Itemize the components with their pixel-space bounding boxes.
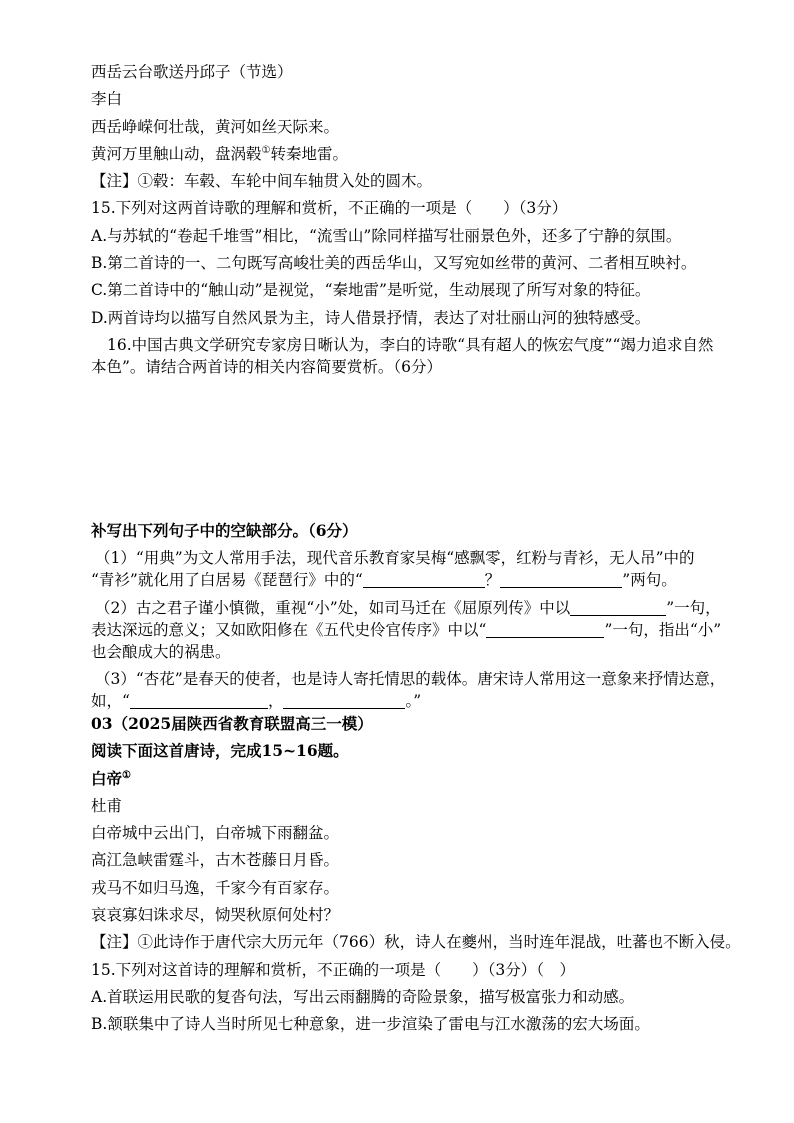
fill-in-text: ”一句，指出“小” <box>604 620 722 639</box>
fill-in-text: 表达深远的意义；又如欧阳修在《五代史伶官传序》中以“ <box>91 620 487 639</box>
dufu-poem-section <box>91 713 771 1041</box>
fill-in-heading: 补写出下列句子中的空缺部分。（6分） <box>91 521 358 540</box>
question-15-option-c: C.第二首诗中的“触山动”是视觉，“秦地雷”是听觉，生动展现了所写对象的特征。 <box>91 281 651 300</box>
answer-blank <box>570 601 666 616</box>
fill-in-item-line <box>91 569 771 591</box>
fill-in-item-line <box>91 690 771 712</box>
poem-line: 西岳峥嵘何壮哉，黄河如丝天际来。 <box>91 117 340 136</box>
poem-line-text: 黄河万里触山动，盘涡毂 <box>91 144 262 163</box>
fill-in-item-line <box>91 597 771 619</box>
answer-blank <box>130 694 268 709</box>
question-15-option-a: A.首联运用民歌的复沓句法，写出云雨翻腾的奇险景象，描写极富张力和动感。 <box>91 987 635 1006</box>
poem-line-text: 转秦地雷。 <box>270 144 348 163</box>
poem-note: 【注】①毂：车毂、车轮中间车轴贯入处的圆木。 <box>91 172 433 191</box>
answer-blank <box>486 623 604 638</box>
fill-in-item-line: （3）“杏花”是春天的使者，也是诗人寄托情思的载体。唐宋诗人常用这一意象来抒情达意， <box>95 669 726 688</box>
fill-in-text: 如，“ <box>91 691 130 710</box>
poem-line: 高江急峡雷霆斗，古木苍藤日月昏。 <box>91 851 340 870</box>
fill-in-text: ”一句， <box>666 598 721 617</box>
poem-title-text: 白帝 <box>91 768 123 788</box>
question-16 <box>91 334 771 378</box>
fill-in-section <box>91 520 771 717</box>
fill-in-item-line: （1）“用典”为文人常用手法，现代音乐教育家吴梅“感飘零，红粉与青衫，无人吊”中的 <box>95 549 695 568</box>
poem-author: 李白 <box>91 90 123 109</box>
poem-note: 【注】①此诗作于唐代宗大历元年（766）秋，诗人在夔州，当时连年混战，吐蕃也不断入侵。 <box>91 933 741 952</box>
answer-blank <box>500 573 622 588</box>
question-15-option-a: A.与苏轼的“卷起千堆雪”相比，“流雪山”除同样描写壮丽景色外，还多了宁静的氛围。 <box>91 226 682 245</box>
question-16-line: 本色”。请结合两首诗的相关内容简要赏析。（6分） <box>91 357 443 376</box>
set-source: 03（2025届陕西省教育联盟高三一模） <box>91 714 373 733</box>
answer-blank <box>283 694 405 709</box>
fill-in-text: ， <box>267 691 284 710</box>
poem-title <box>91 768 771 790</box>
set-instruction: 阅读下面这首唐诗，完成15~16题。 <box>91 741 349 761</box>
fill-in-text: “青衫”就化用了白居易《琵琶行》中的“ <box>91 571 363 590</box>
libai-poem-section <box>91 61 771 383</box>
question-16-line: 16.中国古典文学研究专家房日晰认为，李白的诗歌“具有超人的恢宏气度”“竭力追求自然 <box>107 335 714 354</box>
poem-author: 杜甫 <box>91 796 123 815</box>
fill-in-item-line: 也会酿成大的祸患。 <box>91 642 231 661</box>
fill-in-text: ”两句。 <box>622 571 677 590</box>
poem-line-with-note <box>91 143 771 165</box>
fill-in-item-2 <box>91 597 771 663</box>
poem-title: 西岳云台歌送丹邱子（节选） <box>91 63 293 81</box>
fill-in-item-1 <box>91 547 771 591</box>
fill-in-text: 。” <box>405 691 422 710</box>
fill-in-item-line <box>91 619 771 641</box>
poem-line: 白帝城中云出门，白帝城下雨翻盆。 <box>91 824 340 843</box>
poem-line: 戎马不如归马逸，千家今有百家存。 <box>91 878 340 897</box>
question-15-stem: 15.下列对这首诗的理解和赏析，不正确的一项是（ ）（3分）（ ） <box>91 960 576 979</box>
note-marker: ① <box>261 144 271 156</box>
question-15-option-b: B.第二首诗的一、二句既写高峻壮美的西岳华山，又写宛如丝带的黄河、二者相互映衬。 <box>91 254 697 273</box>
fill-in-text: （2）古之君子谨小慎微，重视“小”处，如司马迁在《屈原列传》中以 <box>95 598 571 617</box>
fill-in-item-3 <box>91 668 771 712</box>
note-marker: ① <box>122 769 131 781</box>
answer-blank <box>363 573 485 588</box>
question-15-option-d: D.两首诗均以描写自然风景为主，诗人借景抒情，表达了对壮丽山河的独特感受。 <box>91 308 651 327</box>
fill-in-text: ？ <box>484 571 501 590</box>
question-15-stem: 15.下列对这两首诗歌的理解和赏析，不正确的一项是（ ）（3分） <box>91 199 568 218</box>
poem-line: 哀哀寡妇诛求尽，恸哭秋原何处村？ <box>91 906 340 925</box>
question-15-option-b: B.颔联集中了诗人当时所见七种意象，进一步渲染了雷电与江水激荡的宏大场面。 <box>91 1015 650 1034</box>
